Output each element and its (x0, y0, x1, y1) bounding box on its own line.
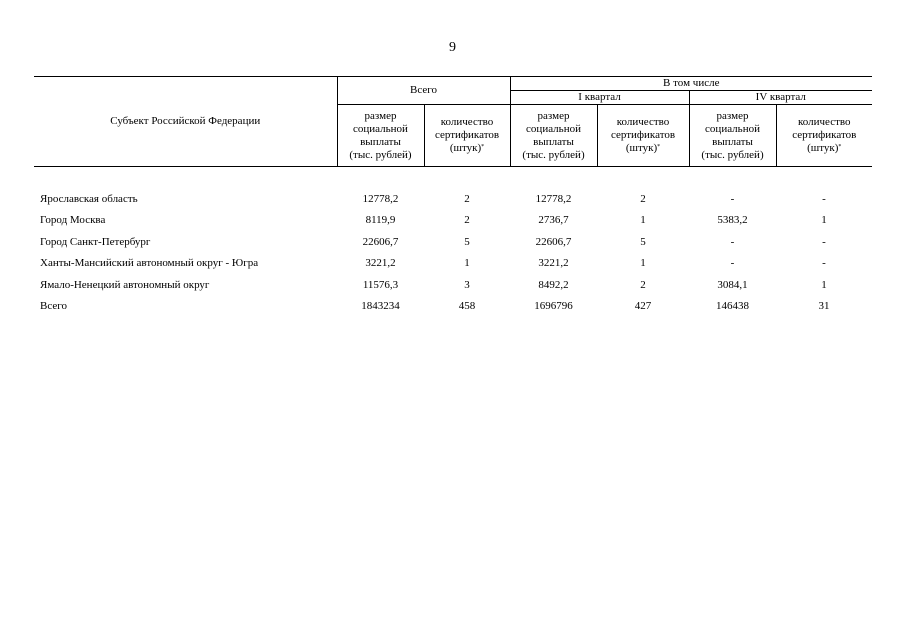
q1-count-cell: 2 (640, 278, 646, 291)
total-count-cell: 3 (464, 278, 470, 291)
q1-count-cell: 1 (640, 214, 646, 227)
q1-certificates-header: количество сертификатов (штук)* (597, 105, 689, 167)
total-payment-cell: 3221,2 (365, 257, 396, 270)
including-header: В том числе (510, 77, 872, 91)
q1-payment-cell: 3221,2 (538, 257, 569, 270)
q1-count-cell: 5 (640, 235, 646, 248)
payments-table (34, 76, 872, 318)
region-cell: Город Санкт-Петербург (40, 235, 151, 248)
region-cell: Ямало-Ненецкий автономный округ (40, 278, 210, 291)
subject-header: Субъект Российской Федерации (34, 77, 337, 167)
q4-payment-cell: - (730, 235, 735, 248)
region-cell: Всего (40, 300, 67, 313)
total-certificates-header: количество сертификатов (штук)* (424, 105, 510, 167)
total-payment-cell: 1843234 (361, 300, 400, 313)
table-row (34, 275, 872, 297)
q1-payment-cell: 2736,7 (538, 214, 569, 227)
total-header: Всего (337, 77, 510, 105)
q1-count-cell: 2 (640, 192, 646, 205)
total-row (34, 296, 872, 318)
q4-count-cell: - (822, 192, 826, 205)
q1-count-cell: 1 (640, 257, 646, 270)
total-payment-cell: 12778,2 (362, 192, 399, 205)
q4-payment-cell: 5383,2 (717, 214, 748, 227)
total-count-cell: 5 (464, 235, 470, 248)
q4-payment-cell: 3084,1 (717, 278, 748, 291)
table-row (34, 210, 872, 232)
q1-count-cell: 427 (634, 300, 652, 313)
total-count-cell: 2 (464, 214, 470, 227)
q1-payment-cell: 22606,7 (535, 235, 572, 248)
q4-count-cell: 1 (821, 214, 827, 227)
table-body (34, 167, 872, 318)
table-header (34, 77, 872, 167)
q1-payment-header: размер социальной выплаты (тыс. рублей) (510, 105, 597, 167)
q4-header: IV квартал (689, 91, 872, 105)
q1-payment-cell: 8492,2 (538, 278, 569, 291)
q4-payment-cell: - (730, 192, 735, 205)
page-number: 9 (449, 40, 456, 55)
q1-header: I квартал (510, 91, 689, 105)
total-payment-cell: 8119,9 (365, 214, 396, 227)
total-payment-cell: 11576,3 (362, 278, 399, 291)
q4-count-cell: - (822, 257, 826, 270)
q4-count-cell: 1 (821, 278, 827, 291)
total-payment-header: размер социальной выплаты (тыс. рублей) (337, 105, 424, 167)
q1-payment-cell: 12778,2 (535, 192, 572, 205)
q4-payment-header: размер социальной выплаты (тыс. рублей) (689, 105, 776, 167)
total-count-cell: 2 (464, 192, 470, 205)
table-row (34, 232, 872, 254)
total-payment-cell: 22606,7 (362, 235, 399, 248)
q4-certificates-header: количество сертификатов (штук)* (776, 105, 872, 167)
total-count-cell: 1 (464, 257, 470, 270)
q1-payment-cell: 1696796 (534, 300, 573, 313)
table-row (34, 253, 872, 275)
region-cell: Город Москва (40, 214, 106, 227)
q4-payment-cell: - (730, 257, 735, 270)
q4-payment-cell: 146438 (716, 300, 750, 313)
region-cell: Ярославская область (40, 192, 138, 205)
region-cell: Ханты-Мансийский автономный округ - Югра (40, 257, 259, 270)
q4-count-cell: - (822, 235, 826, 248)
table-row (34, 189, 872, 211)
q4-count-cell: 31 (818, 300, 830, 313)
total-count-cell: 458 (458, 300, 476, 313)
